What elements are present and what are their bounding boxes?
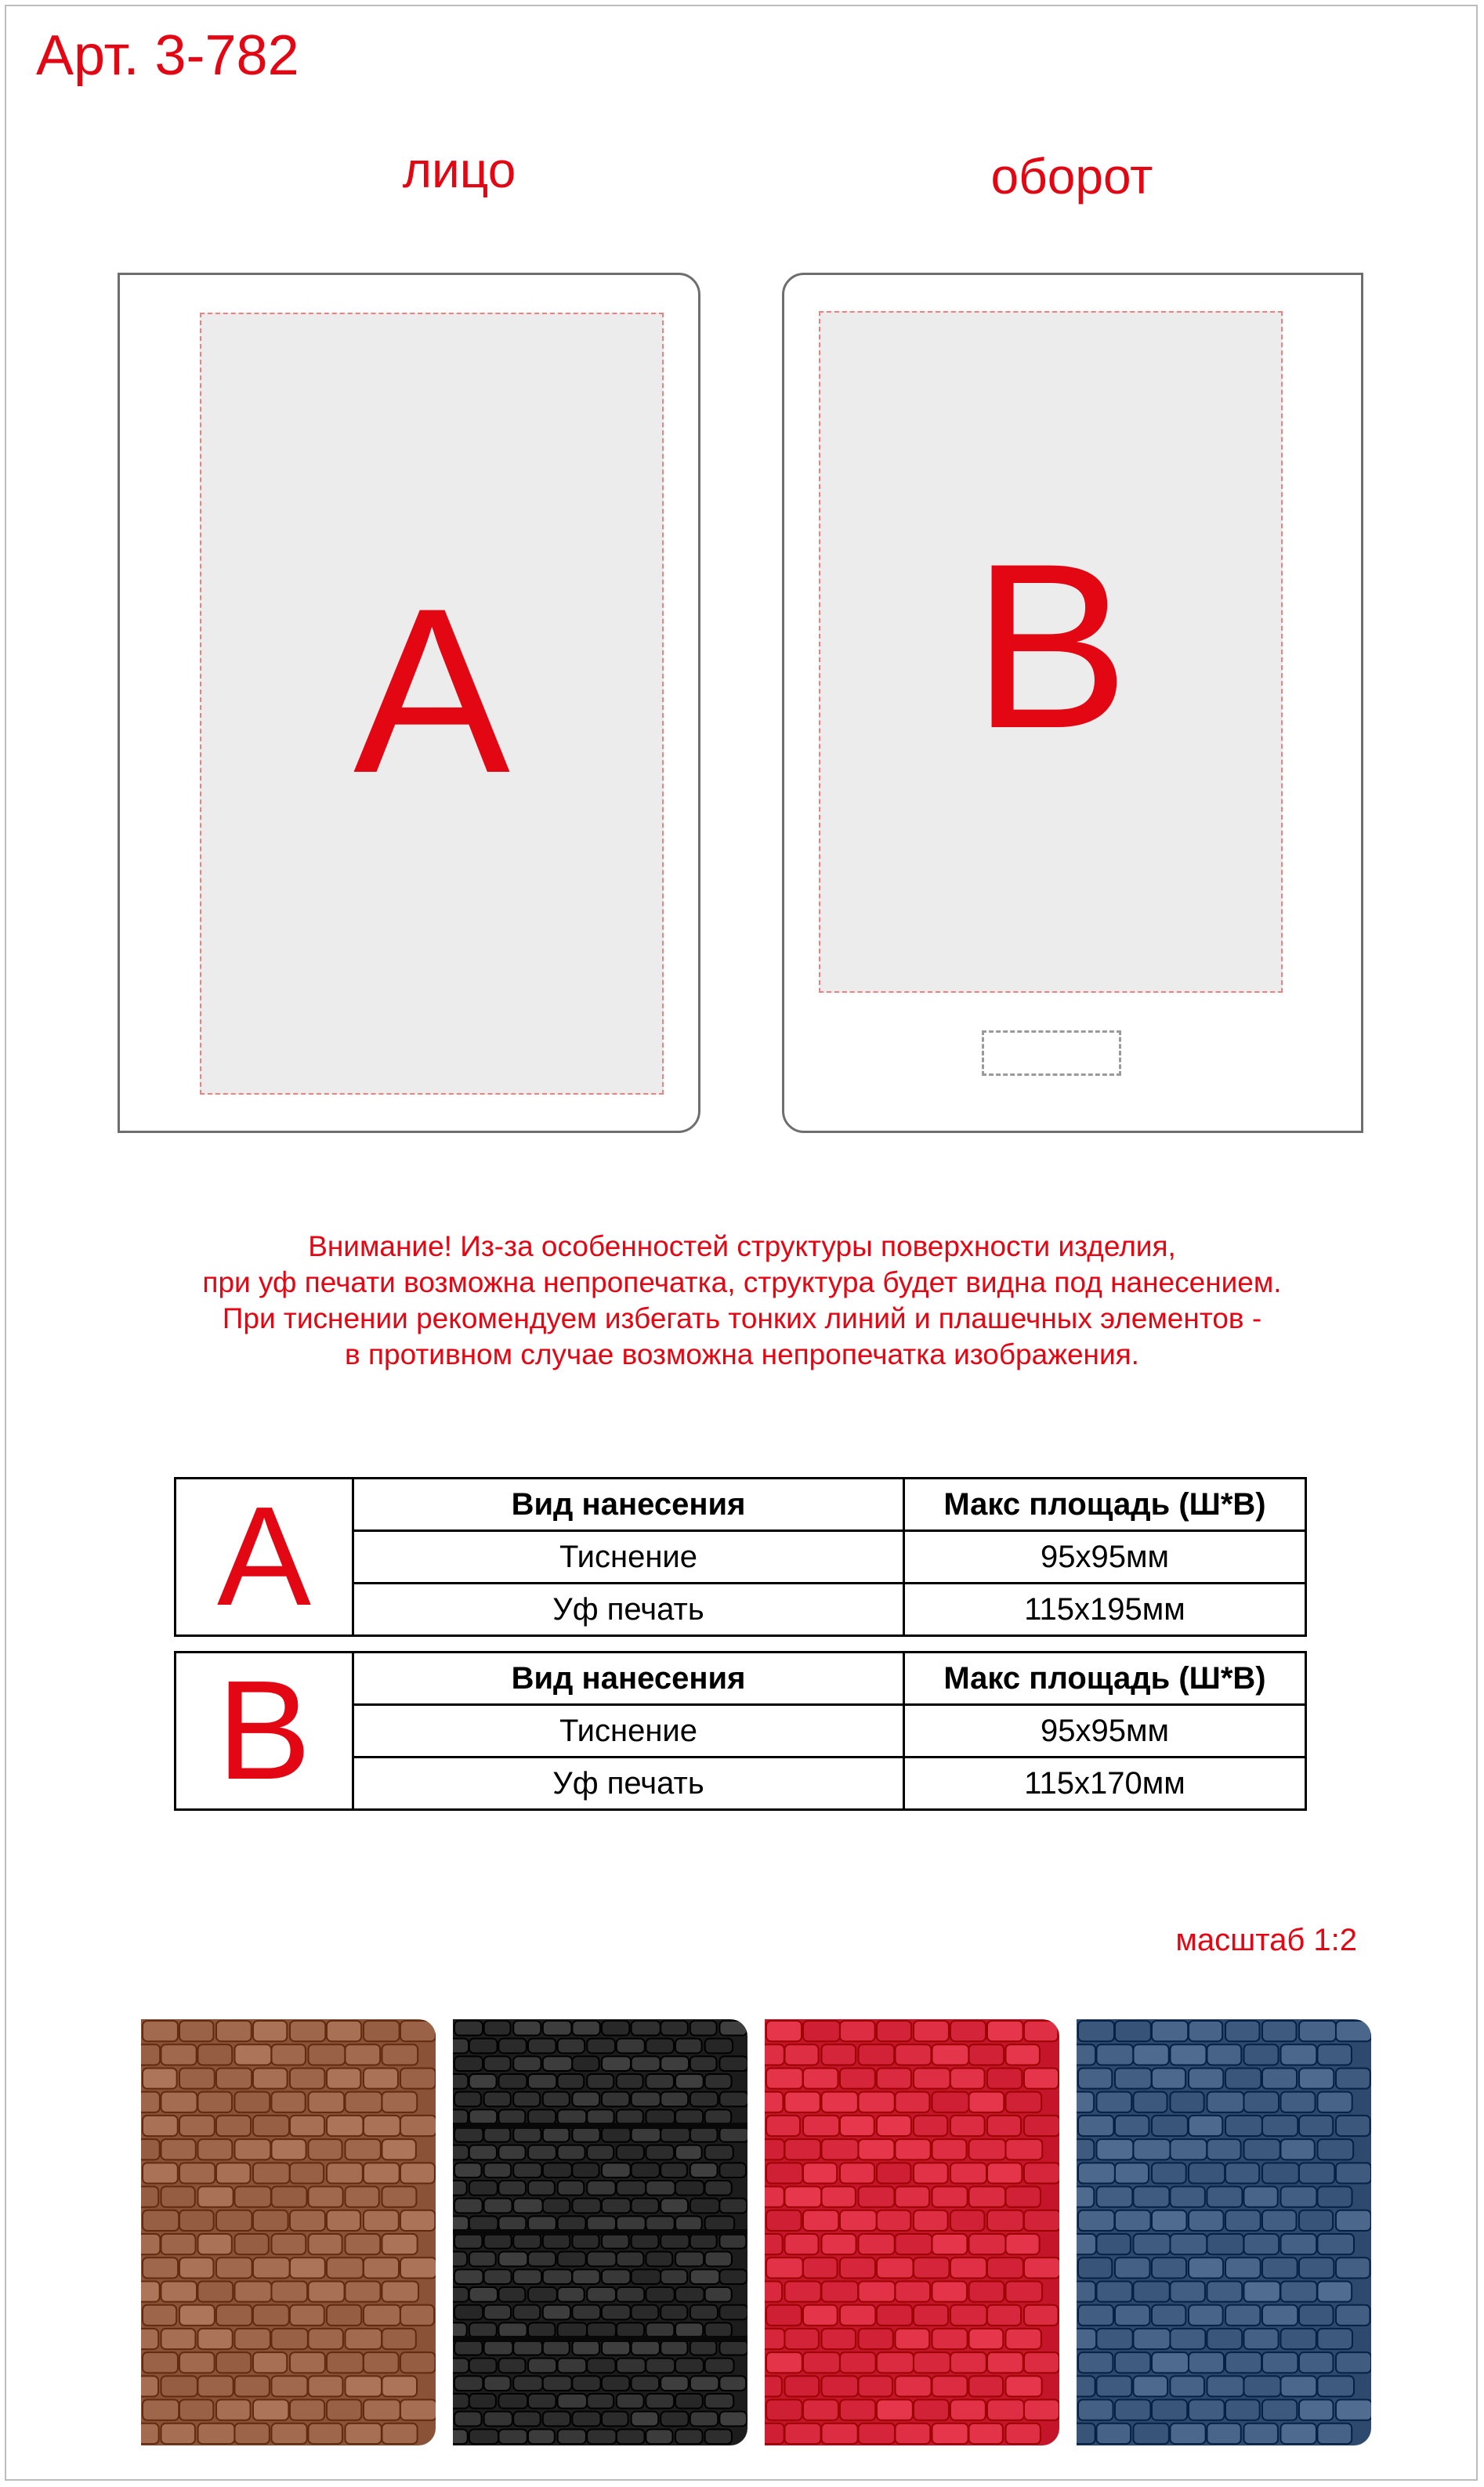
front-area-letter: A xyxy=(353,559,511,822)
article-title: Арт. 3-782 xyxy=(36,24,299,87)
size-cell: 115х170мм xyxy=(904,1758,1306,1810)
method-cell: Уф печать xyxy=(353,1758,904,1810)
notice-line: при уф печати возможна непропечатка, структура будет видна под нанесением. xyxy=(202,1266,1282,1298)
swatch-blue xyxy=(1077,2019,1371,2445)
column-header: Вид нанесения xyxy=(353,1479,904,1531)
back-cover-outline xyxy=(782,273,1363,1133)
back-area-letter: B xyxy=(972,514,1130,777)
logo-embossing-slot xyxy=(982,1030,1121,1076)
method-cell: Тиснение xyxy=(353,1531,904,1584)
back-side-label: оборот xyxy=(990,148,1153,205)
spec-table-b xyxy=(174,1651,1307,1811)
front-side-label: лицо xyxy=(402,142,516,198)
warning-notice xyxy=(0,1229,1484,1373)
front-print-area xyxy=(200,313,664,1095)
table-letter: A xyxy=(176,1479,353,1636)
column-header: Вид нанесения xyxy=(353,1653,904,1705)
size-cell: 115х195мм xyxy=(904,1584,1306,1636)
swatch-black xyxy=(453,2019,747,2445)
notice-line: При тиснении рекомендуем избегать тонких линий и плашечных элементов - xyxy=(222,1302,1262,1334)
size-cell: 95х95мм xyxy=(904,1531,1306,1584)
scale-label: масштаб 1:2 xyxy=(1175,1923,1357,1957)
column-header: Макс площадь (Ш*В) xyxy=(904,1653,1306,1705)
notice-line: в противном случае возможна непропечатка изображения. xyxy=(345,1338,1139,1370)
method-cell: Уф печать xyxy=(353,1584,904,1636)
swatch-red xyxy=(765,2019,1059,2445)
method-cell: Тиснение xyxy=(353,1705,904,1758)
table-letter: B xyxy=(176,1653,353,1810)
front-cover-outline xyxy=(118,273,700,1133)
size-cell: 95х95мм xyxy=(904,1705,1306,1758)
back-print-area xyxy=(819,311,1283,993)
notice-line: Внимание! Из-за особенностей структуры поверхности изделия, xyxy=(308,1230,1176,1262)
column-header: Макс площадь (Ш*В) xyxy=(904,1479,1306,1531)
swatch-brown xyxy=(141,2019,436,2445)
spec-table-a xyxy=(174,1477,1307,1637)
